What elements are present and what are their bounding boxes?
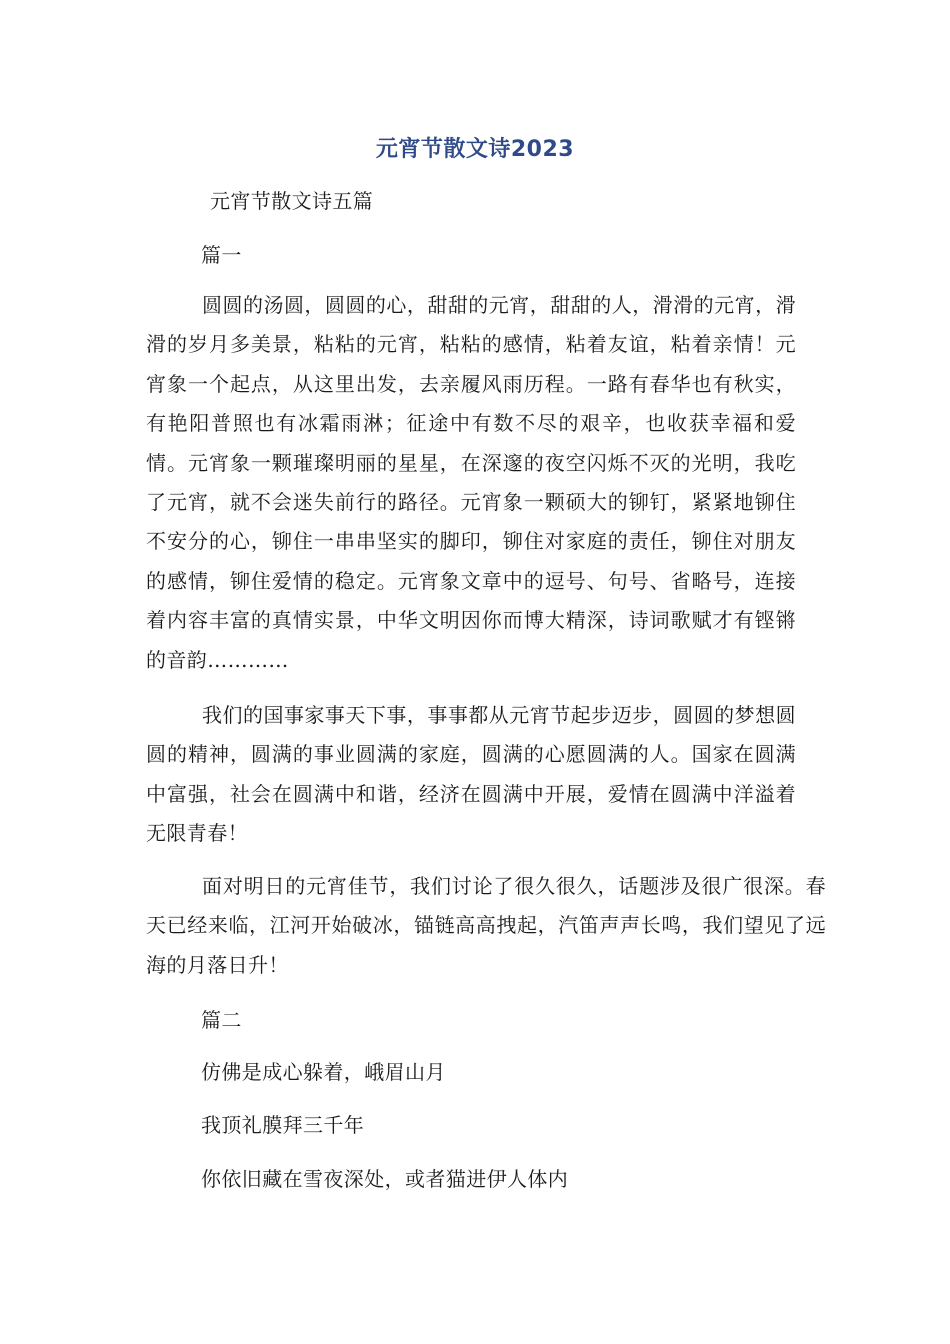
poem-line: 你依旧藏在雪夜深处，或者猫进伊人体内 — [201, 1167, 569, 1191]
subtitle: 元宵节散文诗五篇 — [210, 189, 374, 213]
paragraph-3: 面对明日的元宵佳节，我们讨论了很久很久，话题涉及很广很深。春天已经来临，江河开始破冰，锚链高高拽起，汽笛声声长鸣，我们望见了远海的月落日升！ — [146, 874, 826, 977]
section-heading-1: 篇一 — [201, 243, 242, 267]
paragraph-1: 圆圆的汤圆，圆圆的心，甜甜的元宵，甜甜的人，滑滑的元宵，滑滑的岁月多美景，粘粘的元宵，粘粘的感情，粘着友谊，粘着亲情！元宵象一个起点，从这里出发，去亲履风雨历程。一路有春华也有秋实，有艳阳普照也有冰霜雨淋；征途中有数不尽的艰辛，也收获幸福和爱情。元宵象一颗璀璨明丽的星星，在深邃的夜空闪烁不灭的光明，我吃了元宵，就不会迷失前行的路径。元宵象一颗硕大的铆钉，紧紧地铆住不安分的心，铆住一串串坚实的脚印，铆住对家庭的责任，铆住对朋友的感情，铆住爱情的稳定。元宵象文章中的逗号、句号、省略号，连接着内容丰富的真情实景，中华文明因你而博大精深，诗词歌赋才有铿锵的音韵………… — [146, 293, 796, 672]
section-heading-2: 篇二 — [201, 1008, 242, 1032]
poem-line: 我顶礼膜拜三千年 — [201, 1113, 365, 1137]
document-title: 元宵节散文诗2023 — [375, 137, 575, 162]
paragraph-2: 我们的国事家事天下事，事事都从元宵节起步迈步，圆圆的梦想圆圆的精神，圆满的事业圆满的家庭，圆满的心愿圆满的人。国家在圆满中富强，社会在圆满中和谐，经济在圆满中开展，爱情在圆满中洋溢着无限青春！ — [146, 703, 796, 846]
poem-line: 仿佛是成心躲着，峨眉山月 — [201, 1060, 446, 1084]
